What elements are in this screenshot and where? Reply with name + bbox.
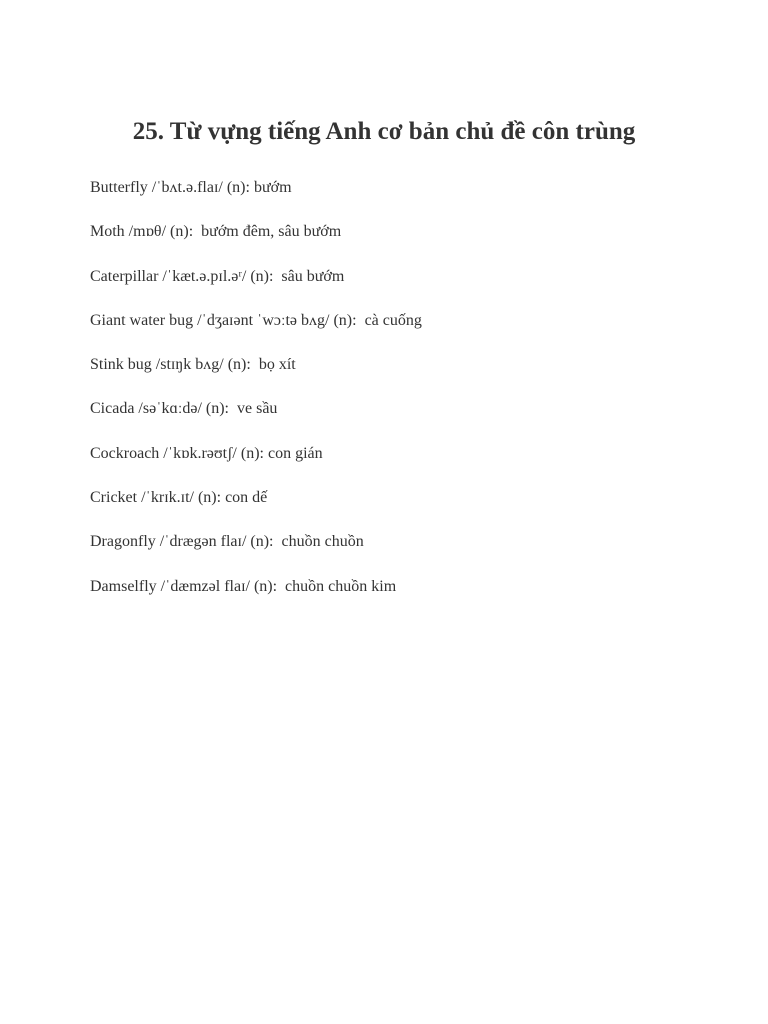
vocabulary-entry: Cricket /ˈkrɪk.ɪt/ (n): con dế xyxy=(90,489,268,507)
vocabulary-entry: Moth /mɒθ/ (n): bướm đêm, sâu bướm xyxy=(90,223,342,241)
vocabulary-entry: Damselfly /ˈdæmzəl flaɪ/ (n): chuồn chuồn kim xyxy=(90,577,397,595)
vocabulary-entry: Giant water bug /ˈdʒaɪənt ˈwɔːtə bʌg/ (n): cà cuống xyxy=(90,311,422,329)
vocabulary-entry: Caterpillar /ˈkæt.ə.pɪl.əʳ/ (n): sâu bướm xyxy=(90,267,345,285)
vocabulary-entry: Butterfly /ˈbʌt.ə.flaɪ/ (n): bướm xyxy=(90,179,292,196)
vocabulary-list xyxy=(90,176,730,619)
vocabulary-entry: Dragonfly /ˈdrægən flaɪ/ (n): chuồn chuồn xyxy=(90,533,364,551)
vocabulary-entry: Stink bug /stɪŋk bʌg/ (n): bọ xít xyxy=(90,356,296,374)
vocabulary-entry: Cockroach /ˈkɒk.rəʊtʃ/ (n): con gián xyxy=(90,444,323,462)
vocabulary-entry: Cicada /səˈkɑːdə/ (n): ve sầu xyxy=(90,400,278,418)
document-title: 25. Từ vựng tiếng Anh cơ bản chủ đề côn trùng xyxy=(132,118,636,145)
